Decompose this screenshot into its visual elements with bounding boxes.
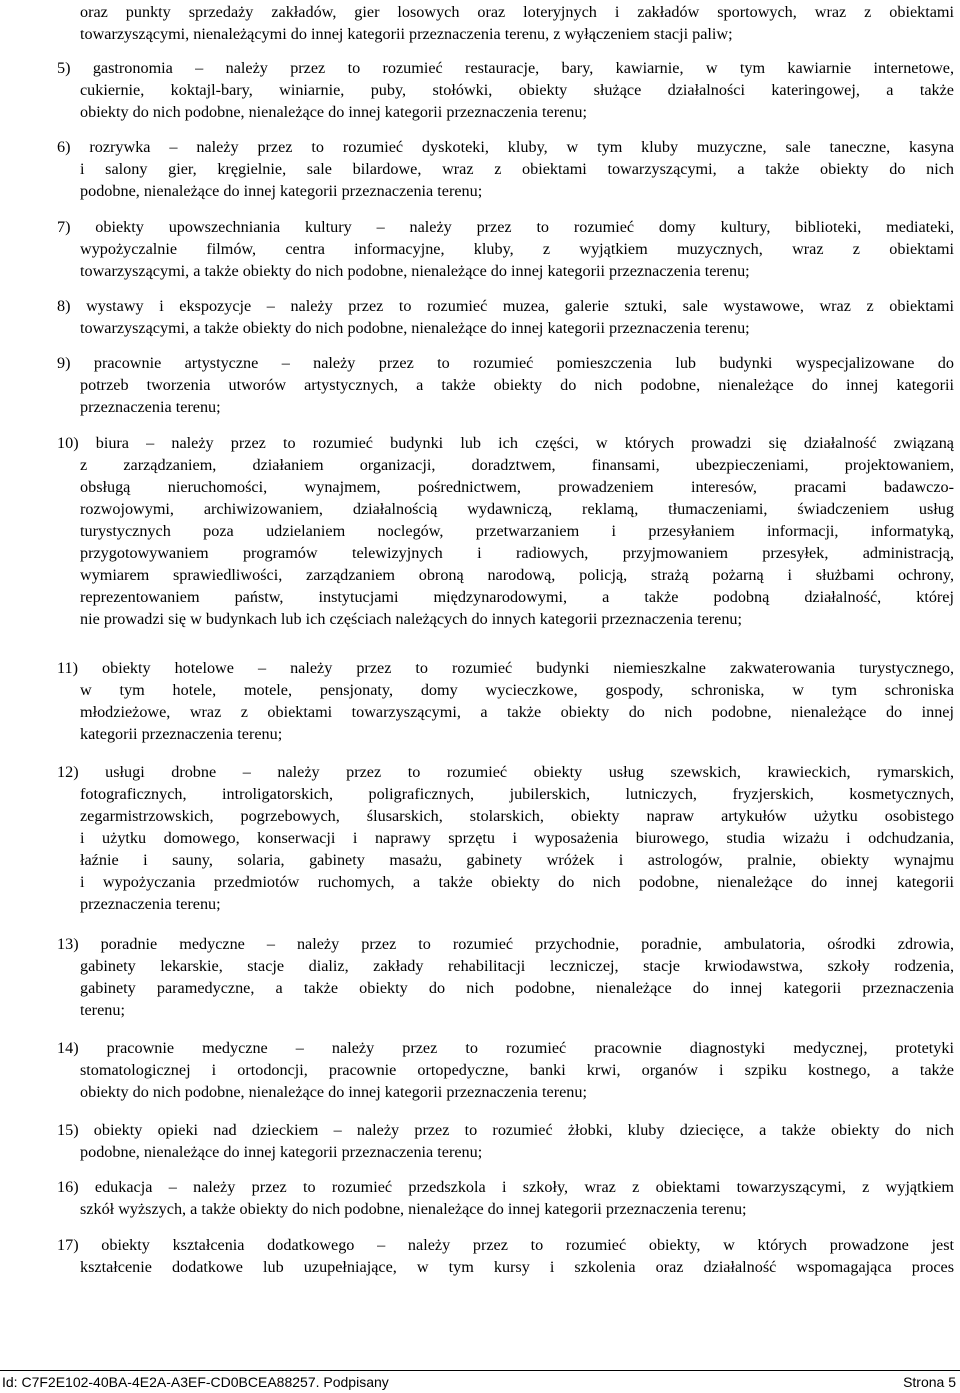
page-footer — [0, 1370, 960, 1392]
paragraph-line: i użytku domowego, konserwacji i naprawy sprzętu i wyposażenia biurowego, studia wizażu i odchudzania, — [80, 829, 954, 847]
paragraph-line: 7) obiekty upowszechniania kultury – należy przez to rozumieć domy kultury, biblioteki, mediateki, — [57, 218, 954, 236]
paragraph-line: towarzyszącymi, nienależącymi do innej kategorii przeznaczenia terenu, z wyłączeniem stacji paliw; — [80, 25, 733, 43]
paragraph-line: zegarmistrzowskich, pogrzebowych, ślusarskich, stolarskich, obiekty napraw artykułów użytku osobistego — [80, 807, 954, 825]
paragraph-line: gabinety paramedyczne, a także obiekty do nich podobne, nienależące do innej kategorii przeznaczenia — [80, 979, 954, 997]
paragraph-line: przeznaczenia terenu; — [80, 398, 221, 416]
paragraph-line: 16) edukacja – należy przez to rozumieć przedszkola i szkoły, wraz z obiektami towarzyszącymi, z wyjątkiem — [57, 1178, 954, 1196]
paragraph-line: obiekty do nich podobne, nienależące do innej kategorii przeznaczenia terenu; — [80, 1083, 587, 1101]
paragraph-line: 10) biura – należy przez to rozumieć budynki lub ich części, w których prowadzi się działalność związaną — [57, 434, 954, 452]
paragraph-line: i wypożyczania przedmiotów ruchomych, a także obiekty do nich podobne, nienależące do innej kategorii — [80, 873, 954, 891]
paragraph-line: wypożyczalnie filmów, centra informacyjne, kluby, z wyjątkiem muzycznych, wraz z obiektami — [80, 240, 954, 258]
paragraph-line: potrzeb tworzenia utworów artystycznych, a także obiekty do nich podobne, nienależące do innej kategorii — [80, 376, 954, 394]
paragraph-line: w tym hotele, motele, pensjonaty, domy wycieczkowe, gospody, schroniska, w tym schroniska — [80, 681, 954, 699]
paragraph-line: 14) pracownie medyczne – należy przez to rozumieć pracownie diagnostyki medycznej, protetyki — [57, 1039, 954, 1057]
paragraph-line: obiekty do nich podobne, nienależące do innej kategorii przeznaczenia terenu; — [80, 103, 587, 121]
paragraph-line: gabinety lekarskie, stacje dializ, zakłady rehabilitacji leczniczej, stacje krwiodawstwa, szkoły rodzenia, — [80, 957, 954, 975]
paragraph-line: 17) obiekty kształcenia dodatkowego – należy przez to rozumieć obiekty, w których prowadzone jest — [57, 1236, 954, 1254]
paragraph-line: 6) rozrywka – należy przez to rozumieć dyskoteki, kluby, w tym kluby muzyczne, sale taneczne, kasyna — [57, 138, 954, 156]
paragraph-line: obsługą nieruchomości, wynajmem, pośrednictwem, prowadzeniem interesów, pracami badawczo- — [80, 478, 954, 496]
page-number: Strona 5 — [903, 1374, 956, 1390]
paragraph-line: turystycznych poza udzielaniem noclegów, przetwarzaniem i przesyłaniem informacji, informatyką, — [80, 522, 954, 540]
paragraph-line: i salony gier, kręgielnie, sale bilardowe, wraz z obiektami towarzyszącymi, a także obiekty do nich — [80, 160, 954, 178]
paragraph-line: reprezentowaniem państw, instytucjami międzynarodowymi, a także podobną działalność, której — [80, 588, 954, 606]
paragraph-line: 11) obiekty hotelowe – należy przez to rozumieć budynki niemieszkalne zakwaterowania turystycznego, — [57, 659, 954, 677]
paragraph-line: podobne, nienależące do innej kategorii przeznaczenia terenu; — [80, 1143, 483, 1161]
paragraph-line: szkół wyższych, a także obiekty do nich podobne, nienależące do innej kategorii przeznaczenia terenu; — [80, 1200, 747, 1218]
paragraph-line: 5) gastronomia – należy przez to rozumieć restauracje, bary, kawiarnie, w tym kawiarnie internetowe, — [57, 59, 954, 77]
paragraph-line: oraz punkty sprzedaży zakładów, gier losowych oraz loteryjnych i zakładów sportowych, wraz z obiektami — [80, 3, 954, 21]
paragraph-line: przeznaczenia terenu; — [80, 895, 221, 913]
paragraph-line: przygotowywaniem programów telewizyjnych i radiowych, przyjmowaniem przesyłek, administracją, — [80, 544, 954, 562]
paragraph-line: kształcenie dodatkowe lub uzupełniające, w tym kursy i szkolenia oraz działalność wspomagająca proces — [80, 1258, 954, 1276]
paragraph-line: towarzyszącymi, a także obiekty do nich podobne, nienależące do innej kategorii przeznaczenia terenu; — [80, 319, 750, 337]
paragraph-line: terenu; — [80, 1001, 125, 1019]
paragraph-line: fotograficznych, introligatorskich, poligraficznych, jubilerskich, lutniczych, fryzjerskich, kosmetycznych, — [80, 785, 954, 803]
paragraph-line: z zarządzaniem, działaniem organizacji, doradztwem, finansami, ubezpieczeniami, projektowaniem, — [80, 456, 954, 474]
paragraph-line: stomatologicznej i ortodoncji, pracownie ortopedyczne, banki krwi, organów i szpiku kostnego, a także — [80, 1061, 954, 1079]
paragraph-line: podobne, nienależące do innej kategorii przeznaczenia terenu; — [80, 182, 483, 200]
paragraph-line: nie prowadzi się w budynkach lub ich częściach należących do innych kategorii przeznaczenia terenu; — [80, 610, 743, 628]
paragraph-line: młodzieżowe, wraz z obiektami towarzyszącymi, a także obiekty do nich podobne, nienależące do innej — [80, 703, 954, 721]
paragraph-line: cukiernie, koktajl-bary, winiarnie, puby, stołówki, obiekty służące działalności kateringowej, a także — [80, 81, 954, 99]
paragraph-line: 8) wystawy i ekspozycje – należy przez to rozumieć muzea, galerie sztuki, sale wystawowe, wraz z obiektami — [57, 297, 954, 315]
paragraph-line: 9) pracownie artystyczne – należy przez to rozumieć pomieszczenia lub budynki wyspecjalizowane do — [57, 354, 954, 372]
document-id-signature: Id: C7F2E102-40BA-4E2A-A3EF-CD0BCEA88257. Podpisany — [2, 1374, 389, 1390]
paragraph-line: 12) usługi drobne – należy przez to rozumieć obiekty usług szewskich, krawieckich, rymarskich, — [57, 763, 954, 781]
paragraph-line: rozwojowymi, archiwizowaniem, działalnością wydawniczą, reklamą, tłumaczeniami, świadczeniem usług — [80, 500, 954, 518]
paragraph-line: wymiarem sprawiedliwości, zarządzaniem obroną narodową, policją, strażą pożarną i służbami ochrony, — [80, 566, 954, 584]
paragraph-line: 13) poradnie medyczne – należy przez to rozumieć przychodnie, poradnie, ambulatoria, ośrodki zdrowia, — [57, 935, 954, 953]
paragraph-line: kategorii przeznaczenia terenu; — [80, 725, 283, 743]
paragraph-line: łaźnie i sauny, solaria, gabinety masażu, gabinety wróżek i astrologów, pralnie, obiekty wynajmu — [80, 851, 954, 869]
paragraph-line: 15) obiekty opieki nad dzieckiem – należy przez to rozumieć żłobki, kluby dziecięce, a także obiekty do nich — [57, 1121, 954, 1139]
paragraph-line: towarzyszącymi, a także obiekty do nich podobne, nienależące do innej kategorii przeznaczenia terenu; — [80, 262, 750, 280]
